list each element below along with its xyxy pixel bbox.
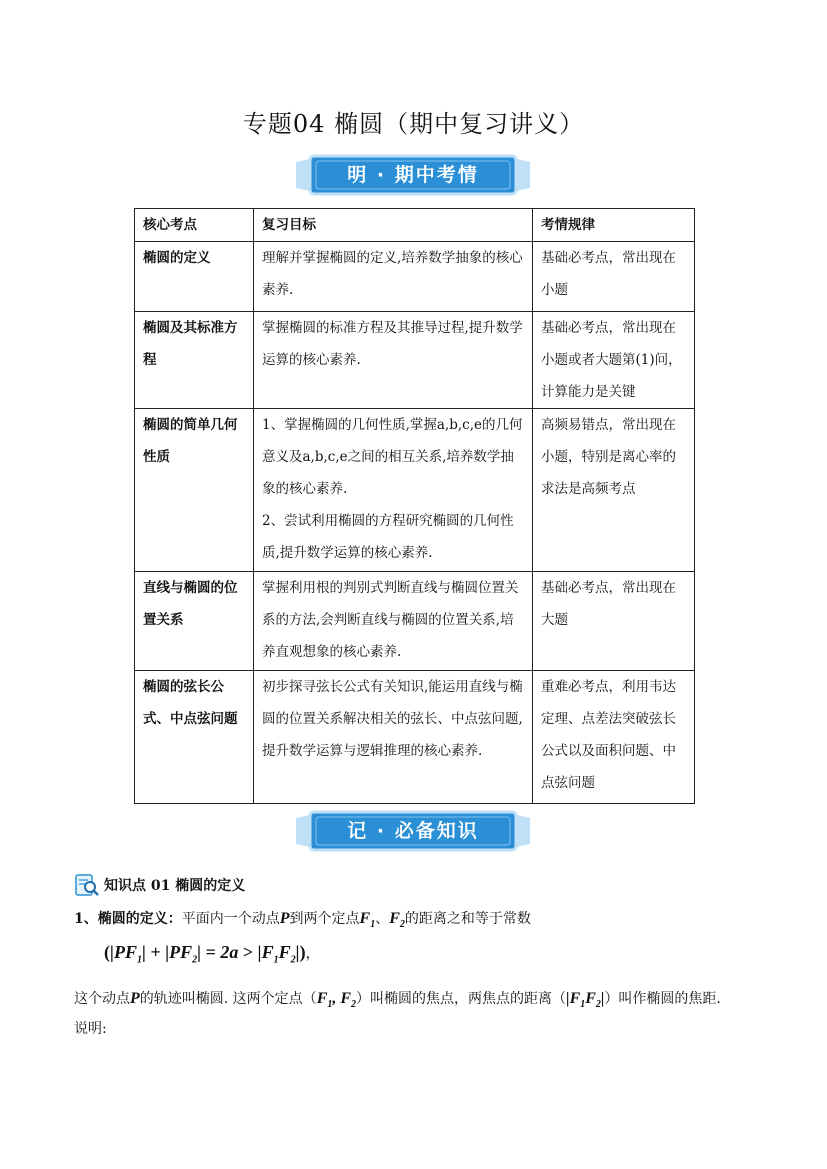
exam-rule-cell: 基础必考点，常出现在小题或者大题第(1)问，计算能力是关键 [533, 312, 695, 409]
note-label: 说明: [74, 1021, 107, 1037]
review-goal-part-2: 2、尝试利用椭圆的方程研究椭圆的几何性质,提升数学运算的核心素养. [262, 513, 514, 561]
formula-constant: 2a [220, 942, 239, 962]
header-review-goal: 复习目标 [254, 209, 533, 242]
exam-rule-cell: 高频易错点，常出现在小题，特别是离心率的求法是高频考点 [533, 409, 695, 572]
banner-title: 记 · 必备知识 [347, 820, 479, 842]
definition-text: 的距离之和等于常数 [404, 911, 531, 927]
definition-line [74, 908, 531, 930]
knowledge-point-heading [74, 872, 245, 898]
magnifier-document-icon [74, 873, 100, 897]
review-goal-cell [254, 409, 533, 572]
point-p: P [130, 990, 140, 1007]
point-p: P [279, 910, 290, 927]
table-row [135, 572, 695, 671]
focus-description-line [74, 988, 721, 1010]
description-text: 这个动点 [74, 991, 130, 1007]
description-text: ）叫椭圆的焦点，两焦点的距离（ [356, 991, 567, 1007]
core-point-cell: 椭圆的简单几何性质 [135, 409, 254, 572]
description-text: 的轨迹叫椭圆. 这两个定点（ [139, 991, 317, 1007]
exam-info-banner [296, 154, 530, 196]
focus-f2: $F_2$ [389, 910, 405, 931]
review-goal-cell: 掌握椭圆的标准方程及其推导过程,提升数学运算的核心素养. [254, 312, 533, 409]
definition-text: 平面内一个动点 [181, 911, 280, 927]
exam-table [134, 208, 695, 804]
exam-rule-cell: 重难必考点，利用韦达定理、点差法突破弦长公式以及面积问题、中点弦问题 [533, 671, 695, 804]
definition-label: 1、椭圆的定义： [74, 911, 182, 927]
page-title: 专题04 椭圆（期中复习讲义） [242, 110, 585, 138]
review-goal-cell: 初步探寻弦长公式有关知识,能运用直线与椭圆的位置关系解决相关的弦长、中点弦问题,提升数学运算与逻辑推理的核心素养. [254, 671, 533, 804]
focus-f1: $F_1$ [359, 910, 376, 931]
foci-pair: $F_1$, $F_2$ [316, 990, 357, 1011]
definition-text: 到两个定点 [289, 911, 360, 927]
focal-distance: $|F_1F_2|$ [566, 990, 605, 1011]
core-point-cell: 直线与椭圆的位置关系 [135, 572, 254, 671]
table-row [135, 312, 695, 409]
core-point-cell: 椭圆及其标准方程 [135, 312, 254, 409]
knowledge-banner [296, 810, 530, 852]
review-goal-cell: 掌握利用根的判别式判断直线与椭圆位置关系的方法,会判断直线与椭圆的位置关系,培养直观想象的核心素养. [254, 572, 533, 671]
header-core-point: 核心考点 [135, 209, 254, 242]
knowledge-point-title: 知识点 01 椭圆的定义 [104, 878, 246, 894]
table-header-row [135, 209, 695, 242]
exam-rule-cell: 基础必考点，常出现在大题 [533, 572, 695, 671]
header-exam-rule: 考情规律 [533, 209, 695, 242]
description-text: ）叫作椭圆的焦距. [604, 991, 721, 1007]
review-goal-part-1: 1、掌握椭圆的几何性质,掌握a,b,c,e的几何意义及a,b,c,e之间的相互关系,培养数学抽象的核心素养. [262, 417, 523, 497]
table-row [135, 409, 695, 572]
table-row [135, 671, 695, 804]
banner-title: 明 · 期中考情 [347, 164, 479, 186]
review-goal-cell: 理解并掌握椭圆的定义,培养数学抽象的核心素养. [254, 242, 533, 312]
exam-rule-cell: 基础必考点，常出现在小题 [533, 242, 695, 312]
core-point-cell: 椭圆的弦长公式、中点弦问题 [135, 671, 254, 804]
separator: 、 [375, 911, 390, 927]
core-point-cell: 椭圆的定义 [135, 242, 254, 312]
table-row [135, 242, 695, 312]
definition-formula: $(|PF_1| + |PF_2| = 2a > |F_1F_2|)$， [104, 942, 320, 966]
